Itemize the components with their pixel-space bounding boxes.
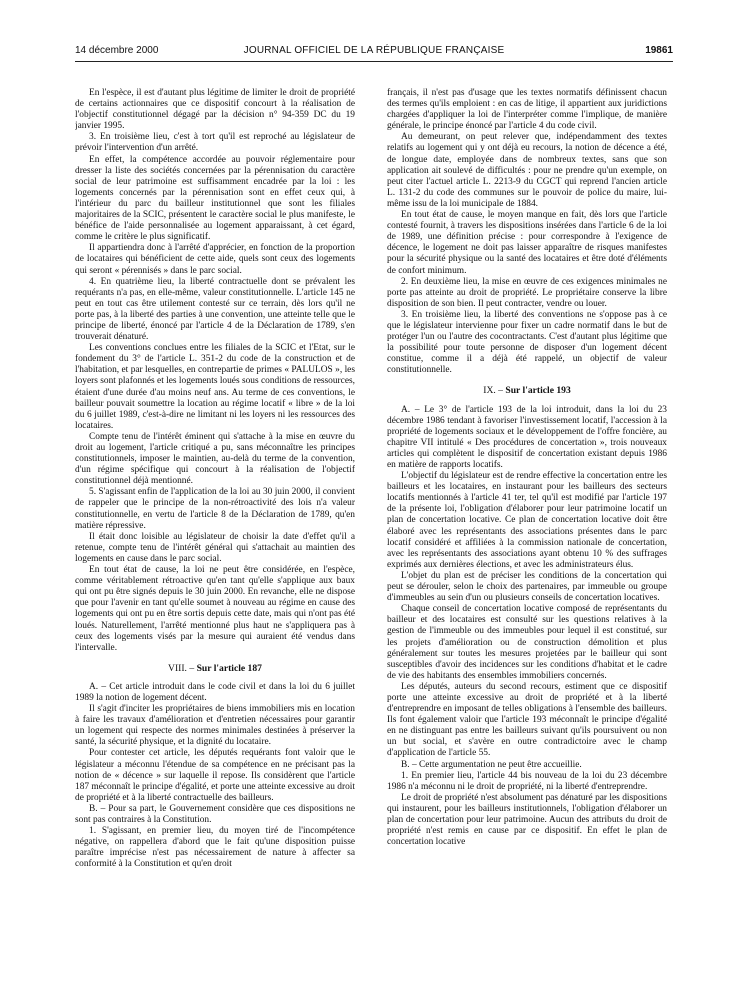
paragraph: 3. En troisième lieu, la liberté des conventions ne s'oppose pas à ce que le législateur intervienne pour fixer un cadre normatif dans le but de protéger l'un ou l'autre des cocontractants. C'est d'autant plus légitime que la possibilité pour toute personne de disposer d'un logement décent constitue, comme il a déjà été rappelé, un objectif de valeur constitutionnelle. bbox=[387, 309, 667, 376]
right-column bbox=[387, 88, 667, 978]
paragraph: Les conventions conclues entre les filiales de la SCIC et l'Etat, sur le fondement du 3° de l'article L. 351-2 du code de la construction et de l'habitation, et par lesquelles, en contrepartie de primes « PALULOS », les loyers sont plafonnés et les logements loués sous conditions de ressources, étaient d'une durée d'au moins neuf ans. Au terme de ces conventions, le bailleur pouvait soumettre la location au régime locatif « libre » de la loi du 6 juillet 1989, c'est-à-dire ne limitant ni les loyers ni les ressources des locataires. bbox=[75, 343, 355, 431]
paragraph: 1. En premier lieu, l'article 44 bis nouveau de la loi du 23 décembre 1986 n'a méconnu ni le droit de propriété, ni la liberté d'entreprendre. bbox=[387, 770, 667, 792]
header-date: 14 décembre 2000 bbox=[75, 45, 159, 56]
paragraph: Au demeurant, on peut relever que, indépendamment des textes relatifs au logement qui y ont déjà eu recours, la notion de décence a été, de longue date, employée dans de nombreux textes, sans que son application ait soulevé de difficultés : pour ne prendre qu'un exemple, on peut citer l'actuel article L. 2213-9 du CGCT qui reprend l'ancien article L. 131-2 du code des communes sur le pouvoir de police du maire, lui-même issu de la loi municipale de 1884. bbox=[387, 132, 667, 209]
paragraph: 4. En quatrième lieu, la liberté contractuelle dont se prévalent les requérants n'a pas, en elle-même, valeur constitutionnelle. L'article 145 ne peut en tout cas être utilement contesté sur ce terrain, dès lors qu'il ne porte pas, à la liberté des parties à une convention, une atteinte telle que le principe de liberté, énoncé par l'article 4 de la Déclaration de 1789, s'en trouverait dénaturé. bbox=[75, 276, 355, 343]
paragraph: En effet, la compétence accordée au pouvoir réglementaire pour dresser la liste des sociétés concernées par la pérennisation du caractère social de leur patrimoine est suffisamment encadrée par la loi : les logements concernés par la pérennisation sont en effet ceux qui, à l'intérieur du parc du bailleur institutionnel que sont les filiales majoritaires de la SCIC, présentent le caractère social le plus manifeste, le bénéfice de l'aide personnalisée au logement apparaissant, à cet égard, comme le critère le plus significatif. bbox=[75, 154, 355, 243]
paragraph: Compte tenu de l'intérêt éminent qui s'attache à la mise en œuvre du droit au logement, l'article critiqué a pu, sans méconnaître les principes constitutionnels, imposer le maintien, au-delà du terme de la convention, d'un régime spécifique qui concourt à la réalisation de l'objectif constitutionnel déjà mentionné. bbox=[75, 431, 355, 487]
section-heading bbox=[387, 385, 667, 396]
paragraph: Il était donc loisible au législateur de choisir la date d'effet qu'il a retenue, compte tenu de l'intérêt général qui s'attachait au maintien des logements en cause dans le parc social. bbox=[75, 531, 355, 564]
paragraph: L'objet du plan est de préciser les conditions de la concertation qui peut se dérouler, selon le choix des partenaires, par immeuble ou groupe d'immeubles au sein d'un ou plusieurs conseils de concertation locatives. bbox=[387, 570, 667, 604]
journal-title: JOURNAL OFFICIEL DE LA RÉPUBLIQUE FRANÇAISE bbox=[243, 45, 505, 56]
page-header bbox=[75, 44, 673, 58]
left-column bbox=[75, 88, 355, 978]
header-rule bbox=[75, 61, 673, 62]
paragraph: 2. En deuxième lieu, la mise en œuvre de ces exigences minimales ne porte pas atteinte au droit de propriété. Le propriétaire conserve la libre disposition de son bien. Il peut contracter, vendre ou louer. bbox=[387, 276, 667, 309]
paragraph: Il appartiendra donc à l'arrêté d'apprécier, en fonction de la proportion de locataires qui bénéficient de cette aide, quels sont ceux des logements qui seront « pérennisés » dans le parc social. bbox=[75, 243, 355, 276]
section-title: Sur l'article 187 bbox=[196, 662, 262, 674]
section-number: VIII. – bbox=[168, 662, 197, 674]
paragraph: Pour contester cet article, les députés requérants font valoir que le législateur a méconnu l'étendue de sa compétence en ne précisant pas la notion de « décence » sur laquelle il repose. Ils considèrent que l'article 187 méconnaît le principe d'égalité, et porte une atteinte excessive au droit de propriété et à la liberté contractuelle des bailleurs. bbox=[75, 748, 355, 803]
paragraph: En tout état de cause, le moyen manque en fait, dès lors que l'article contesté fournit, à travers les dispositions insérées dans l'article 6 de la loi de 1989, une définition précise : pour correspondre à l'exigence de décence, le logement ne doit pas laisser apparaître de risques manifestes pour la sécurité physique ou la santé des locataires et être doté d'éléments de confort minimum. bbox=[387, 210, 667, 276]
paragraph: Il s'agit d'inciter les propriétaires de biens immobiliers mis en location à faire les travaux d'amélioration et d'entretien nécessaires pour garantir un logement qui respecte des normes minimales destinées à préserver la santé, la sécurité physique, et la dignité du locataire. bbox=[75, 704, 355, 748]
paragraph: B. – Cette argumentation ne peut être accueillie. bbox=[401, 759, 582, 770]
section-title: Sur l'article 193 bbox=[505, 385, 571, 397]
paragraph: B. – Pour sa part, le Gouvernement considère que ces dispositions ne sont pas contraires à la Constitution. bbox=[75, 803, 355, 825]
paragraph: A. – Le 3° de l'article 193 de la loi introduit, dans la loi du 23 décembre 1986 tendant à favoriser l'investissement locatif, l'accession à la propriété de logements sociaux et le développement de l'offre foncière, au chapitre VII intitulé « Des procédures de concertation », trois nouveaux articles qui complètent le dispositif de concertation existant depuis 1986 en matière de rapports locatifs. bbox=[387, 404, 667, 470]
paragraph: 5. S'agissant enfin de l'application de la loi au 30 juin 2000, il convient de rappeler que le principe de la non-rétroactivité des lois n'a valeur constitutionnelle, en vertu de l'article 8 de la Déclaration de 1789, qu'en matière répressive. bbox=[75, 487, 355, 531]
paragraph: A. – Cet article introduit dans le code civil et dans la loi du 6 juillet 1989 la notion de logement décent. bbox=[75, 681, 355, 703]
paragraph: Les députés, auteurs du second recours, estiment que ce dispositif porte une atteinte excessive au droit de propriété et à la liberté d'entreprendre en imposant de telles obligations à l'ensemble des bailleurs. Ils font également valoir que l'article 193 méconnaît le principe d'égalité en ne distinguant pas entre les bailleurs suivant qu'ils poursuivent ou non un but social, et s'avère en outre contradictoire avec le champ d'application de l'article 55. bbox=[387, 681, 667, 759]
paragraph: français, il n'est pas d'usage que les textes normatifs définissent chacun des termes qu'ils emploient : en cas de litige, il appartient aux juridictions chargées d'appliquer la loi de l'interpréter comme l'implique, de manière générale, le principe énoncé par l'article 4 du code civil. bbox=[387, 88, 667, 132]
paragraph: 1. S'agissant, en premier lieu, du moyen tiré de l'incompétence négative, on rappellera d'abord que le fait qu'une disposition puisse paraître imprécise n'est pas nécessairement de nature à affecter sa conformité à la Constitution et qu'en droit bbox=[75, 826, 355, 870]
paragraph: L'objectif du législateur est de rendre effective la concertation entre les bailleurs et les locataires, en instaurant pour les bailleurs des secteurs locatifs mentionnés à l'article 41 ter, tel qu'il est modifié par l'article 197 de la présente loi, l'obligation d'élaborer pour leur patrimoine locatif un plan de concertation locative. Ce plan de concertation locative doit être élaboré avec les représentants des associations présentes dans le parc locatif considéré et affiliées à la commission nationale de concertation, avec les représentants des associations ayant obtenu 10 % des suffrages exprimés aux dernières élections, et avec les administrateurs élus. bbox=[387, 471, 667, 570]
section-number: IX. – bbox=[483, 385, 506, 397]
section-heading bbox=[75, 663, 355, 674]
paragraph: Le droit de propriété n'est absolument pas dénaturé par les dispositions qui instaurent, pour les bailleurs institutionnels, l'obligation d'élaborer un plan de concertation pour leur patrimoine. Aucun des attributs du droit de propriété n'est remis en cause par ce dispositif. En effet le plan de concertation locative bbox=[387, 792, 667, 848]
paragraph: Chaque conseil de concertation locative composé de représentants du bailleur et des locataires est consulté sur les questions relatives à la gestion de l'immeuble ou des immeubles pour lequel il est constitué, sur les projets d'amélioration ou de construction démolition et plus généralement sur toutes les mesures projetées par le bailleur qui sont susceptibles d'avoir des incidences sur les conditions d'habitat et le cadre de vie des habitants des ensembles immobiliers concernés. bbox=[387, 604, 667, 681]
paragraph: En tout état de cause, la loi ne peut être considérée, en l'espèce, comme véritablement rétroactive qu'en tant qu'elle s'applique aux baux qui ont pu être signés depuis le 30 juin 2000. En revanche, elle ne dispose que pour l'avenir en tant qu'elle soumet à nouveau au régime en cause des logements qui ont pu en être sortis depuis cette date, mais qui n'ont pas été loués. Naturellement, l'arrêté mentionné plus haut ne s'appliquera pas à ceux des logements visés par la mesure qui auraient été vendus dans l'intervalle. bbox=[75, 565, 355, 653]
paragraph: 3. En troisième lieu, c'est à tort qu'il est reproché au législateur de prévoir l'intervention d'un arrêté. bbox=[75, 132, 355, 154]
page-number: 19861 bbox=[645, 45, 673, 56]
paragraph: En l'espèce, il est d'autant plus légitime de limiter le droit de propriété de certains actionnaires que ce dispositif concourt à la réalisation de l'objectif constitutionnel dégagé par la décision n° 94-359 DC du 19 janvier 1995. bbox=[75, 88, 355, 132]
